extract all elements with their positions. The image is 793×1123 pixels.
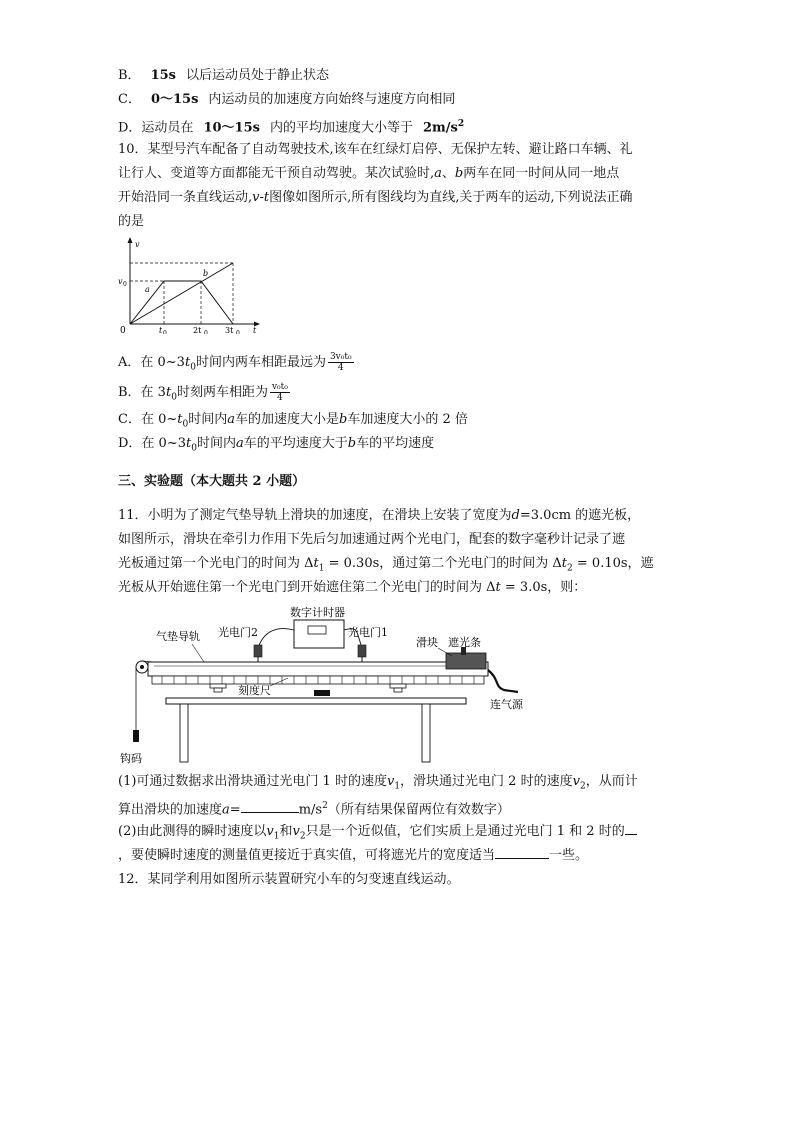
- slider-block: [446, 653, 486, 669]
- graph-axis-v: v: [135, 240, 140, 249]
- graph-t0-sub: 0: [163, 330, 167, 334]
- answer-blank-width[interactable]: [495, 858, 549, 859]
- q11-part1-line2: 算出滑块的加速度$a= m/s^2$（所有结果保留两位有效数字）: [118, 801, 510, 818]
- q11-apparatus-figure: [118, 600, 538, 766]
- section-title: 三、实验题（本大题共 2 小题）: [118, 474, 306, 489]
- q10-stem-line3: 开始沿同一条直线运动,v-t图像如图所示,所有图线均为直线,关于两车的运动,下列说法正确: [118, 190, 633, 205]
- q10-option-c: C．在 $0\sim t_0$时间内a车的加速度大小是b车加速度大小的 2 倍: [118, 412, 468, 430]
- graph-v0-sub: 0: [123, 281, 127, 288]
- q10-stem-line2: 让行人、变道等方面都能无干预自动驾驶。某次试验时,a、b两车在同一时间从同一地点: [118, 166, 620, 181]
- q9-option-c: C． 0～15s 内运动员的加速度方向始终与速度方向相同: [118, 92, 456, 107]
- q11-stem-line1: 11．小明为了测定气垫导轨上滑块的加速度，在滑块上安装了宽度为d=3.0cm 的遮光板，: [118, 508, 641, 523]
- graph-2t0-sub: 0: [204, 330, 208, 334]
- q11-part2-line2: ，要使瞬时速度的测量值更接近于真实值，可将遮光片的宽度适当 一些。: [118, 848, 589, 863]
- q10-vt-graph: [115, 234, 265, 334]
- answer-blank-average-velocity[interactable]: [625, 834, 637, 835]
- timer-label: 数字计时器: [290, 606, 345, 619]
- scale-label: 刻度尺: [238, 684, 271, 697]
- q11-part1-line1: (1)可通过数据求出滑块通过光电门 1 时的速度$v_1$，滑块通过光电门 2 时的速度$v_2$，从而计: [118, 774, 638, 792]
- air-hose: [488, 670, 518, 692]
- gate2: [254, 645, 262, 657]
- q11-part2-line1: (2)由此测得的瞬时速度以$v_1$和$v_2$只是一个近似值，它们实质上是通过光电门 1 和 2 时的: [118, 822, 637, 847]
- gate2-label: 光电门2: [218, 626, 258, 639]
- q11-stem-line2: 如图所示，滑块在牵引力作用下先后匀加速通过两个光电门，配套的数字毫秒计记录了遮: [118, 532, 626, 547]
- gate1-label: 光电门1: [348, 626, 388, 639]
- graph-2t0: 2t: [193, 326, 202, 334]
- q10-stem-line1: 10．某型号汽车配备了自动驾驶技术,该车在红绿灯启停、无保护左转、避让路口车辆、礼: [118, 142, 633, 157]
- q10-option-d: D．在 $0\sim 3t_0$时间内a车的平均速度大于b车的平均速度: [118, 436, 435, 454]
- graph-3t0-sub: 0: [236, 330, 240, 334]
- q9-option-b: B． 15s 以后运动员处于静止状态: [118, 68, 329, 83]
- slider-label: 滑块: [416, 636, 438, 649]
- graph-axis-t: t: [253, 326, 257, 334]
- air-track: [148, 662, 488, 676]
- q10-option-b: B．在 $3t_0$时刻两车相距为 $\frac{\text{v₀t₀}}{4}$: [118, 382, 288, 403]
- shade-label: 遮光条: [448, 636, 481, 649]
- table-top: [166, 698, 466, 704]
- graph-label-b: b: [203, 269, 209, 278]
- graph-3t0: 3t: [225, 326, 234, 334]
- q9-option-d: D．运动员在 10～15s 内的平均加速度大小等于 $2m/s^2$: [118, 119, 465, 136]
- gate1: [358, 645, 366, 657]
- hanging-weight: [133, 730, 139, 742]
- q11-stem-line3: 光板通过第一个光电门的时间为 $\Delta t_1 = 0.30s$，通过第二个光电门的时间为 $\Delta t_2 = 0.10s$，遮: [118, 556, 654, 574]
- graph-v0: v: [118, 277, 123, 286]
- q11-stem-line4: 光板从开始遮住第一个光电门到开始遮住第二个光电门的时间为 Δt = 3.0s，则：: [118, 580, 587, 595]
- weight-label: 钩码: [120, 752, 142, 765]
- graph-label-a: a: [145, 285, 150, 294]
- graph-origin: 0: [120, 326, 126, 334]
- q12-stem: 12．某同学利用如图所示装置研究小车的匀变速直线运动。: [118, 872, 460, 887]
- q10-stem-line4: 的是: [118, 214, 145, 229]
- answer-blank-acceleration[interactable]: [241, 812, 299, 813]
- graph-t0: t: [159, 326, 163, 334]
- q10-option-a: A．在 $0\sim 3t_0$时间内两车相距最远为 $\frac{\text{3v₀t₀}}{4}$: [118, 352, 352, 373]
- track-label: 气垫导轨: [156, 630, 200, 643]
- air-source-label: 连气源: [490, 698, 523, 711]
